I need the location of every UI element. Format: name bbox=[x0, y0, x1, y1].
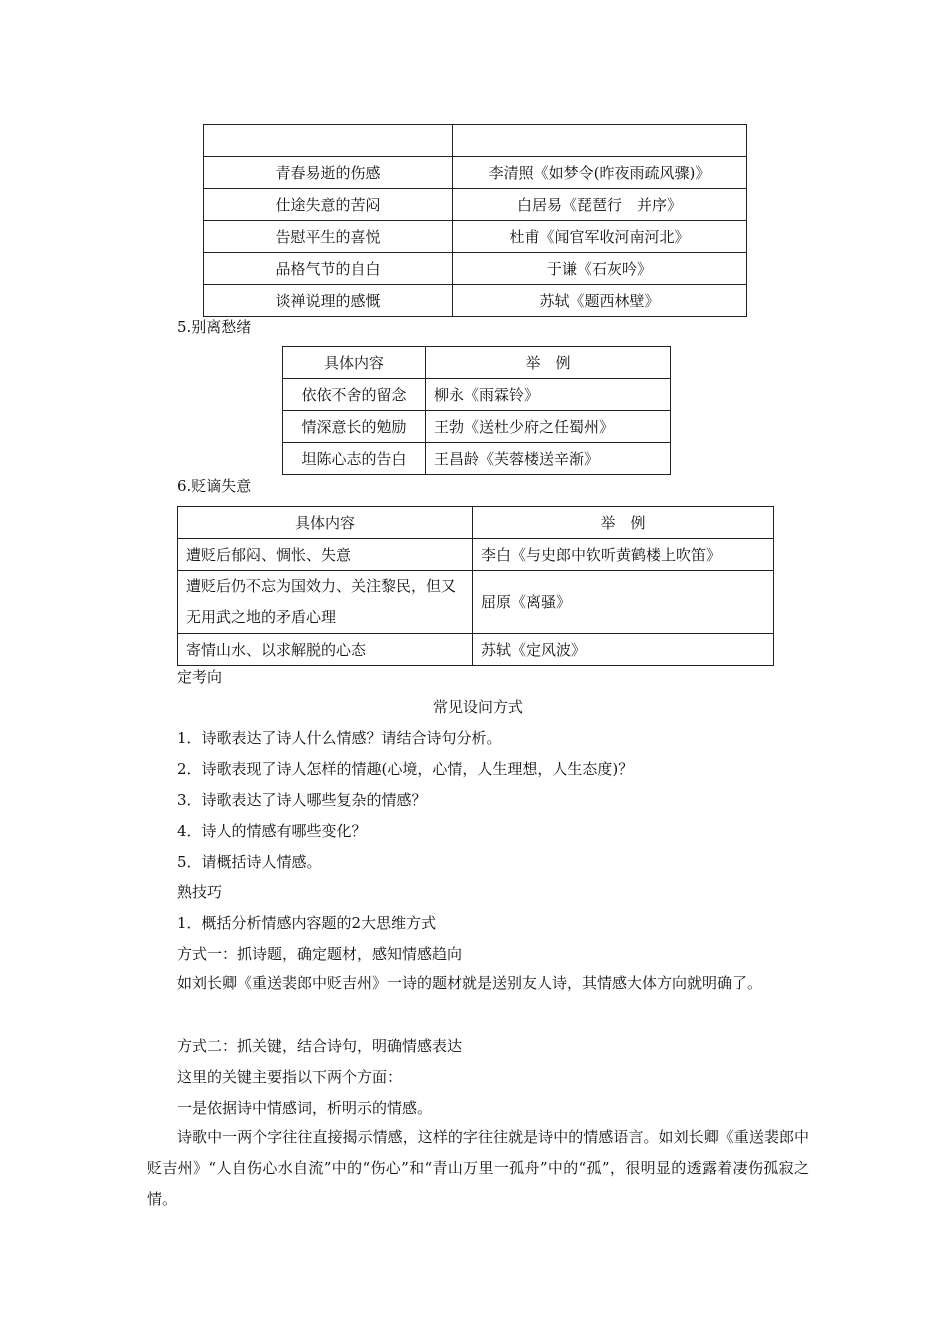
table-cell: 遭贬后郁闷、惆怅、失意 bbox=[178, 539, 473, 571]
table-emotions-continued bbox=[203, 124, 747, 317]
table-cell bbox=[453, 125, 747, 157]
table-parting bbox=[282, 346, 671, 475]
question-item: 2．诗歌表现了诗人怎样的情趣(心境，心情，人生理想，人生态度)？ bbox=[177, 760, 634, 778]
table-cell: 寄情山水、以求解脱的心态 bbox=[178, 634, 473, 666]
table-row bbox=[178, 571, 774, 634]
section-title-exile: 6.贬谪失意 bbox=[177, 477, 252, 495]
table-cell: 王勃《送杜少府之任蜀州》 bbox=[426, 411, 671, 443]
table-row bbox=[204, 221, 747, 253]
point-one-title: 一是依据诗中情感词，析明示的情感。 bbox=[177, 1099, 433, 1117]
table-row bbox=[204, 157, 747, 189]
table-cell bbox=[204, 125, 453, 157]
skill-title: 1．概括分析情感内容题的2大思维方式 bbox=[177, 914, 437, 932]
table-cell: 坦陈心志的告白 bbox=[283, 443, 426, 475]
table-header-cell: 具体内容 bbox=[283, 347, 426, 379]
point-one-text: 诗歌中一两个字往往直接揭示情感，这样的字往往就是诗中的情感语言。如刘长卿《重送裴郎中贬吉州》“人自伤心水自流”中的“伤心”和“青山万里一孤舟”中的“孤”，很明显的透露着凄伤孤寂之情。 bbox=[147, 1128, 809, 1208]
table-cell: 王昌龄《芙蓉楼送辛渐》 bbox=[426, 443, 671, 475]
table-row bbox=[283, 411, 671, 443]
table-cell: 青春易逝的伤感 bbox=[204, 157, 453, 189]
method-two-intro: 这里的关键主要指以下两个方面： bbox=[177, 1068, 403, 1086]
table-cell: 情深意长的勉励 bbox=[283, 411, 426, 443]
table-cell: 白居易《琵琶行 并序》 bbox=[453, 189, 747, 221]
table-cell: 苏轼《定风波》 bbox=[473, 634, 774, 666]
table-cell: 依依不舍的留念 bbox=[283, 379, 426, 411]
method-one-title: 方式一：抓诗题，确定题材，感知情感趋向 bbox=[177, 945, 463, 963]
table-header-cell: 举 例 bbox=[473, 507, 774, 539]
table-row bbox=[283, 379, 671, 411]
table-exile bbox=[177, 506, 774, 666]
section-title-parting: 5.别离愁绪 bbox=[177, 318, 252, 336]
heading-common-questions: 常见设问方式 bbox=[432, 698, 523, 716]
table-cell: 谈禅说理的感慨 bbox=[204, 285, 453, 317]
table-header-row bbox=[178, 507, 774, 539]
table-cell: 于谦《石灰吟》 bbox=[453, 253, 747, 285]
table-row bbox=[178, 634, 774, 666]
table-cell: 仕途失意的苦闷 bbox=[204, 189, 453, 221]
table-header-cell: 举 例 bbox=[426, 347, 671, 379]
question-item: 1．诗歌表达了诗人什么情感？请结合诗句分析。 bbox=[177, 729, 502, 747]
heading-dingkaoxiang: 定考向 bbox=[177, 668, 223, 686]
question-item: 3．诗歌表达了诗人哪些复杂的情感？ bbox=[177, 791, 427, 809]
table-row bbox=[204, 253, 747, 285]
heading-shujiqiao: 熟技巧 bbox=[177, 883, 223, 901]
table-cell: 告慰平生的喜悦 bbox=[204, 221, 453, 253]
table-row bbox=[204, 285, 747, 317]
table-row bbox=[204, 189, 747, 221]
table-row bbox=[178, 539, 774, 571]
method-two-title: 方式二：抓关键，结合诗句，明确情感表达 bbox=[177, 1037, 463, 1055]
method-one-text: 如刘长卿《重送裴郎中贬吉州》一诗的题材就是送别友人诗，其情感大体方向就明确了。 bbox=[177, 974, 763, 992]
table-row bbox=[283, 443, 671, 475]
table-header-row bbox=[283, 347, 671, 379]
table-cell: 遭贬后仍不忘为国效力、关注黎民，但又无用武之地的矛盾心理 bbox=[178, 571, 473, 634]
table-cell: 品格气节的自白 bbox=[204, 253, 453, 285]
table-cell: 李清照《如梦令(昨夜雨疏风骤)》 bbox=[453, 157, 747, 189]
table-row bbox=[204, 125, 747, 157]
question-item: 4．诗人的情感有哪些变化？ bbox=[177, 822, 367, 840]
table-cell: 苏轼《题西林壁》 bbox=[453, 285, 747, 317]
question-item: 5．请概括诗人情感。 bbox=[177, 853, 322, 871]
table-cell: 柳永《雨霖铃》 bbox=[426, 379, 671, 411]
table-cell: 李白《与史郎中钦听黄鹤楼上吹笛》 bbox=[473, 539, 774, 571]
table-header-cell: 具体内容 bbox=[178, 507, 473, 539]
table-cell: 屈原《离骚》 bbox=[473, 571, 774, 634]
table-cell: 杜甫《闻官军收河南河北》 bbox=[453, 221, 747, 253]
